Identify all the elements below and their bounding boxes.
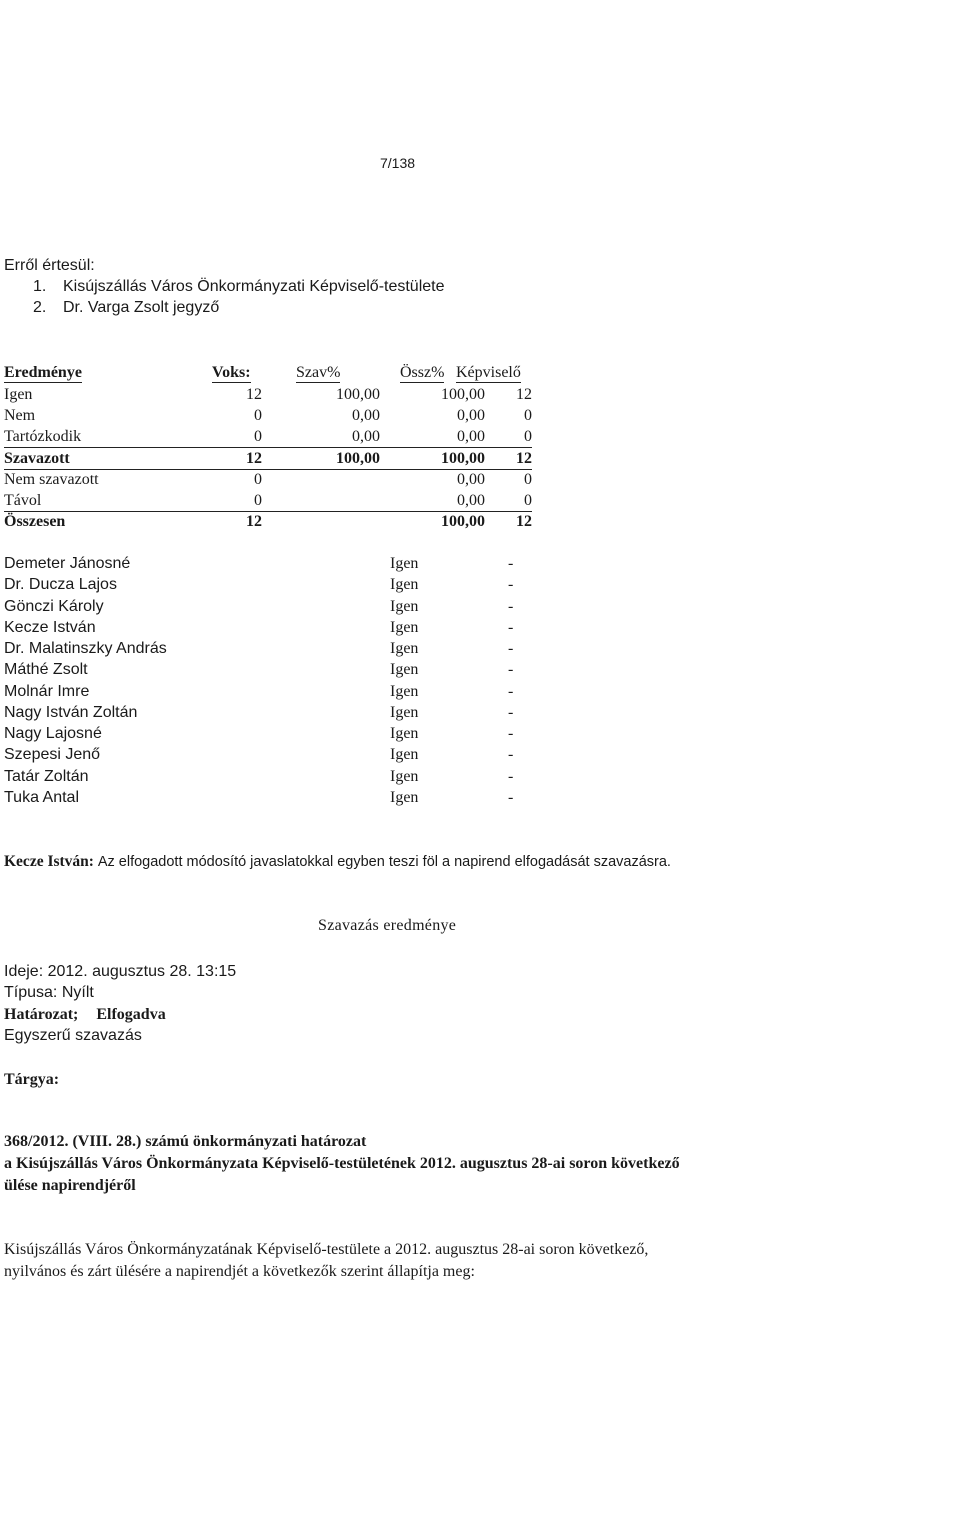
row-ossz: 100,00: [441, 513, 485, 530]
vote-decision-label: Határozat;: [4, 1006, 79, 1023]
row-label: Nem: [4, 407, 36, 424]
row-szav: 0,00: [352, 428, 380, 445]
table-row: [0, 407, 960, 428]
row-label: Távol: [4, 492, 42, 509]
member-vote: Igen: [390, 619, 419, 636]
member-name: Tuka Antal: [4, 789, 80, 806]
member-vote: Igen: [390, 661, 419, 678]
row-szav: 100,00: [336, 450, 380, 467]
member-name: Nagy Lajosné: [4, 725, 102, 742]
vote-result-title: Szavazás eredménye: [318, 917, 457, 934]
table-row: [0, 450, 960, 471]
row-kep: 12: [516, 450, 532, 467]
list-item: [0, 704, 960, 725]
header-kepviselo: Képviselő: [456, 364, 521, 381]
header-label: Eredménye: [4, 364, 82, 381]
row-ossz: 0,00: [457, 471, 485, 488]
page-number: 7/138: [380, 155, 416, 171]
member-name: Nagy István Zoltán: [4, 704, 138, 721]
body-text-line: Kisújszállás Város Önkormányzatának Képviselő-testülete a 2012. augusztus 28-ai soron következő,: [4, 1241, 649, 1258]
table-row: [0, 492, 960, 513]
member-vote: Igen: [390, 725, 419, 742]
list-item: [0, 768, 960, 789]
member-vote: Igen: [390, 789, 419, 806]
table-rule: [4, 447, 532, 448]
list-item: [0, 661, 960, 682]
row-kep: 12: [516, 386, 532, 403]
member-vote: Igen: [390, 576, 419, 593]
notify-item-num: 1.: [33, 278, 47, 295]
list-item: [0, 619, 960, 640]
row-voks: 0: [254, 428, 262, 445]
row-voks: 12: [246, 513, 262, 530]
table-row: [0, 471, 960, 492]
member-name: Dr. Malatinszky András: [4, 640, 167, 657]
statement-speaker: Kecze István:: [4, 853, 94, 870]
member-name: Máthé Zsolt: [4, 661, 88, 678]
member-vote: Igen: [390, 768, 419, 785]
row-voks: 12: [246, 386, 262, 403]
row-voks: 0: [254, 492, 262, 509]
header-ossz: Össz%: [400, 364, 445, 381]
vote-time: [4, 963, 236, 981]
vote-subject-label: Tárgya:: [4, 1071, 60, 1088]
results-header: [0, 364, 960, 385]
list-item: [0, 725, 960, 746]
member-mark: -: [508, 746, 514, 763]
row-label: Igen: [4, 386, 33, 403]
vote-type-label: Típusa:: [4, 984, 58, 1001]
member-name: Kecze István: [4, 619, 96, 636]
notify-heading: Erről értesül:: [4, 257, 95, 274]
member-name: Demeter Jánosné: [4, 555, 131, 572]
member-mark: -: [508, 683, 514, 700]
row-kep: 0: [524, 492, 532, 509]
row-kep: 0: [524, 407, 532, 424]
row-ossz: 0,00: [457, 492, 485, 509]
list-item: [0, 598, 960, 619]
resolution-number: 368/2012. (VIII. 28.) számú önkormányzati határozat: [4, 1133, 367, 1150]
member-mark: -: [508, 619, 514, 636]
row-voks: 12: [246, 450, 262, 467]
row-kep: 12: [516, 513, 532, 530]
vote-decision: [4, 1006, 166, 1024]
member-vote: Igen: [390, 746, 419, 763]
member-vote: Igen: [390, 555, 419, 572]
table-row: [0, 386, 960, 407]
header-szav: Szav%: [296, 364, 341, 381]
member-mark: -: [508, 704, 514, 721]
vote-mode: Egyszerű szavazás: [4, 1027, 142, 1044]
statement: [4, 853, 671, 871]
notify-item-text: Dr. Varga Zsolt jegyző: [63, 299, 220, 316]
vote-type: [4, 984, 94, 1002]
member-name: Dr. Ducza Lajos: [4, 576, 117, 593]
row-kep: 0: [524, 471, 532, 488]
table-rule: [4, 469, 532, 470]
row-ossz: 0,00: [457, 407, 485, 424]
row-kep: 0: [524, 428, 532, 445]
member-mark: -: [508, 598, 514, 615]
row-szav: 100,00: [336, 386, 380, 403]
body-text-line: nyilvános és zárt ülésére a napirendjét a következők szerint állapítja meg:: [4, 1263, 475, 1280]
list-item: [0, 789, 960, 810]
table-row: [0, 428, 960, 449]
row-ossz: 0,00: [457, 428, 485, 445]
list-item: [0, 576, 960, 597]
table-rule: [4, 511, 532, 512]
row-label: Összesen: [4, 513, 66, 530]
vote-decision-value: Elfogadva: [96, 1006, 166, 1023]
row-ossz: 100,00: [441, 450, 485, 467]
member-name: Molnár Imre: [4, 683, 90, 700]
member-name: Gönczi Károly: [4, 598, 104, 615]
row-label: Tartózkodik: [4, 428, 82, 445]
statement-text: Az elfogadott módosító javaslatokkal egyben teszi föl a napirend elfogadását szavazásra.: [97, 854, 671, 870]
member-vote: Igen: [390, 598, 419, 615]
row-szav: 0,00: [352, 407, 380, 424]
member-name: Szepesi Jenő: [4, 746, 101, 763]
resolution-title: a Kisújszállás Város Önkormányzata Képviselő-testületének 2012. augusztus 28-ai soron következő: [4, 1155, 680, 1172]
resolution-title-cont: ülése napirendjéről: [4, 1177, 136, 1194]
notify-item-text: Kisújszállás Város Önkormányzati Képviselő-testülete: [63, 278, 445, 295]
table-row: [0, 513, 960, 534]
vote-time-value: 2012. augusztus 28. 13:15: [47, 963, 237, 980]
list-item: [0, 683, 960, 704]
member-mark: -: [508, 789, 514, 806]
member-mark: -: [508, 725, 514, 742]
member-mark: -: [508, 640, 514, 657]
list-item: [0, 555, 960, 576]
vote-type-value: Nyílt: [61, 984, 94, 1001]
row-ossz: 100,00: [441, 386, 485, 403]
member-mark: -: [508, 768, 514, 785]
row-label: Nem szavazott: [4, 471, 99, 488]
row-voks: 0: [254, 407, 262, 424]
header-voks: Voks:: [212, 364, 251, 381]
member-vote: Igen: [390, 704, 419, 721]
member-vote: Igen: [390, 640, 419, 657]
row-label: Szavazott: [4, 450, 70, 467]
member-mark: -: [508, 661, 514, 678]
row-voks: 0: [254, 471, 262, 488]
member-vote: Igen: [390, 683, 419, 700]
notify-item-num: 2.: [33, 299, 47, 316]
list-item: [0, 640, 960, 661]
vote-time-label: Ideje:: [4, 963, 44, 980]
member-mark: -: [508, 555, 514, 572]
list-item: [0, 746, 960, 767]
member-name: Tatár Zoltán: [4, 768, 89, 785]
member-mark: -: [508, 576, 514, 593]
